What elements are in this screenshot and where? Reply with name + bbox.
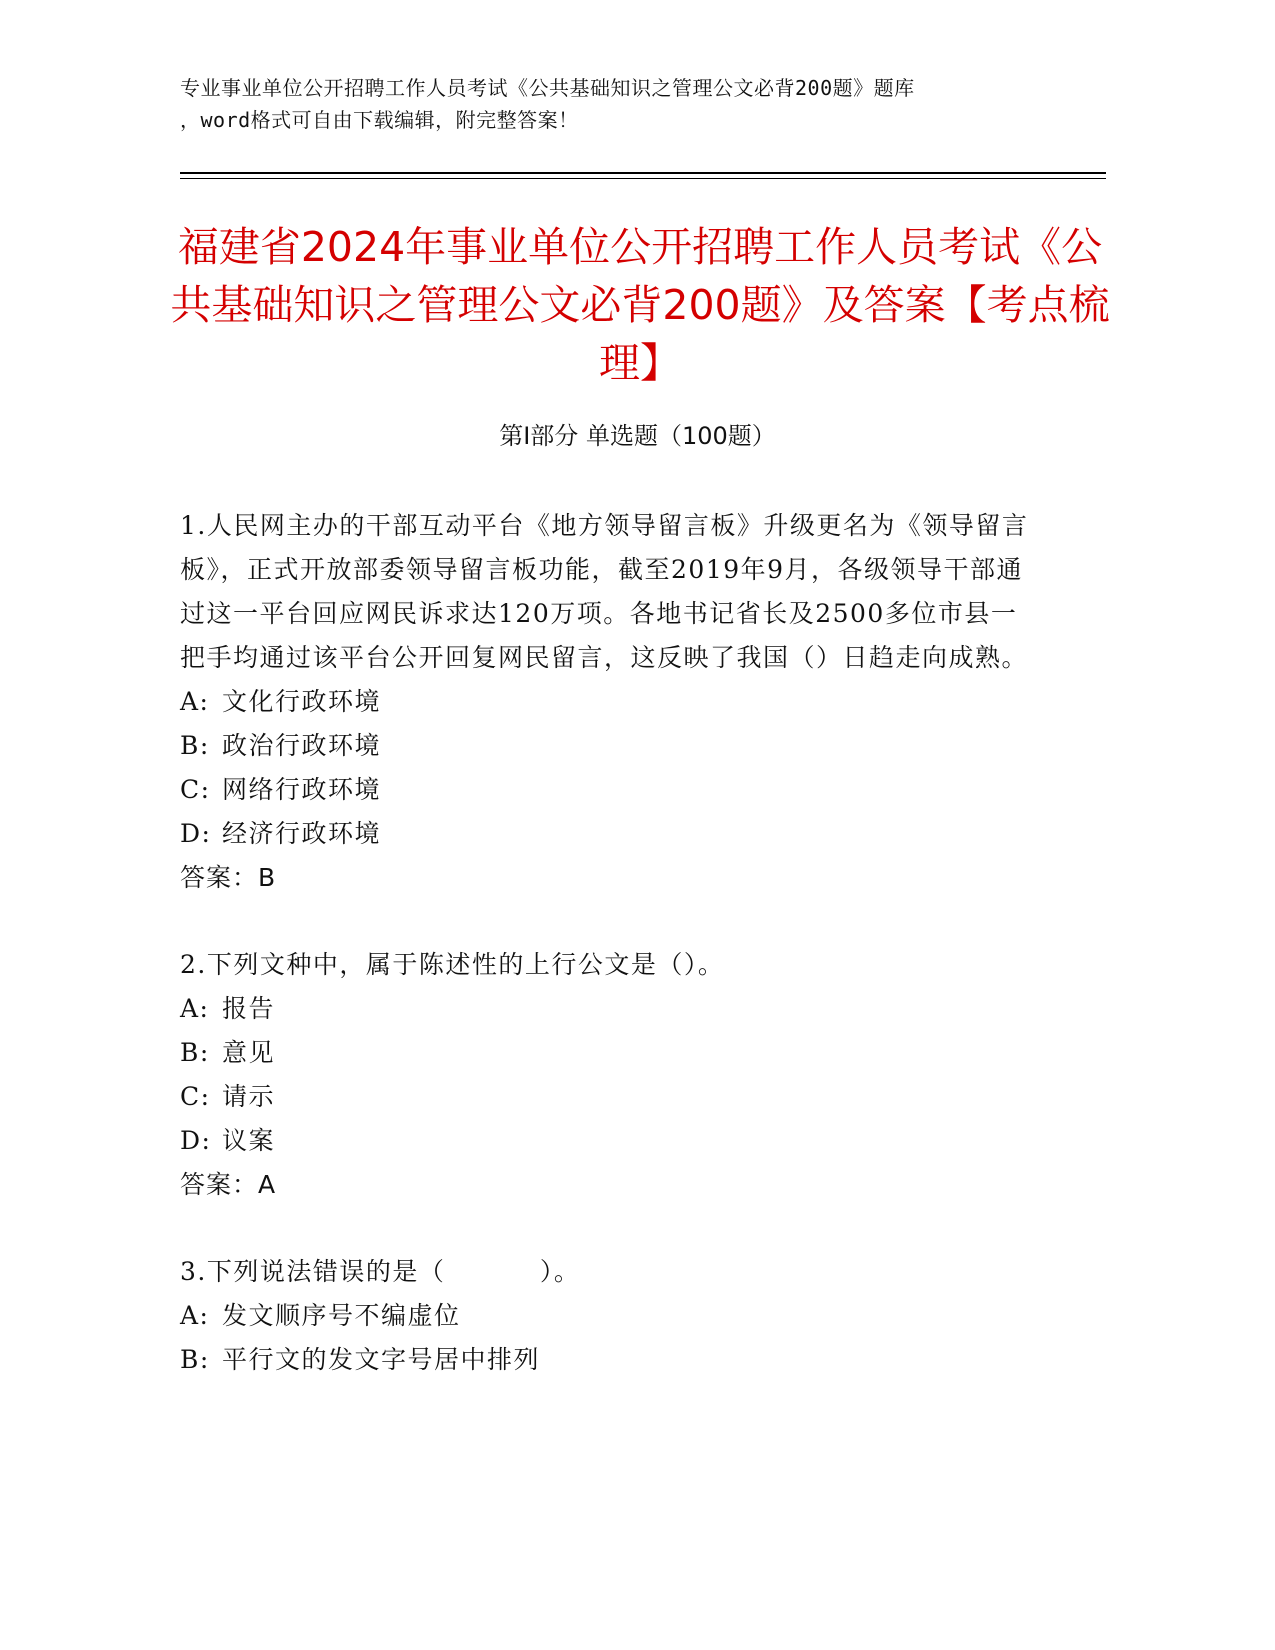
question-1 bbox=[180, 504, 1030, 900]
option-letter: D: bbox=[180, 1126, 212, 1155]
option-c bbox=[180, 1075, 1030, 1119]
question-stem: 2.下列文种中，属于陈述性的上行公文是（）。 bbox=[180, 950, 725, 979]
option-letter: B: bbox=[180, 1345, 210, 1374]
option-c bbox=[180, 768, 1030, 812]
option-text: 发文顺序号不编虚位 bbox=[222, 1301, 461, 1330]
option-text: 网络行政环境 bbox=[222, 775, 382, 804]
option-text: 请示 bbox=[222, 1082, 276, 1111]
question-3 bbox=[180, 1250, 1030, 1382]
header-line-2: ，word格式可自由下载编辑，附完整答案！ bbox=[180, 108, 579, 132]
option-letter: A: bbox=[180, 687, 210, 716]
option-text: 议案 bbox=[222, 1126, 276, 1155]
option-text: 意见 bbox=[222, 1038, 276, 1067]
option-letter: A: bbox=[180, 994, 210, 1023]
option-text: 平行文的发文字号居中排列 bbox=[222, 1345, 541, 1374]
answer: 答案：A bbox=[180, 1170, 277, 1199]
question-stem: 3.下列说法错误的是（ ）。 bbox=[180, 1257, 581, 1286]
option-a bbox=[180, 1294, 1030, 1338]
option-text: 经济行政环境 bbox=[222, 819, 382, 848]
option-letter: A: bbox=[180, 1301, 210, 1330]
option-a bbox=[180, 680, 1030, 724]
header-line-1: 专业事业单位公开招聘工作人员考试《公共基础知识之管理公文必背200题》题库 bbox=[180, 76, 915, 100]
page-header bbox=[180, 72, 1110, 136]
option-text: 报告 bbox=[222, 994, 276, 1023]
option-letter: D: bbox=[180, 819, 212, 848]
document-title: 福建省2024年事业单位公开招聘工作人员考试《公共基础知识之管理公文必背200题》及答案【考点梳理】 bbox=[170, 223, 1110, 387]
option-a bbox=[180, 987, 1030, 1031]
option-b bbox=[180, 724, 1030, 768]
header-rule-thick bbox=[180, 172, 1106, 174]
question-stem: 1.人民网主办的干部互动平台《地方领导留言板》升级更名为《领导留言板》，正式开放部委领导留言板功能，截至2019年9月，各级领导干部通过这一平台回应网民诉求达120万项。各地书记省长及2500多位市县一把手均通过该平台公开回复网民留言，这反映了我国（）日趋走向成熟。 bbox=[180, 511, 1029, 672]
option-letter: C: bbox=[180, 775, 211, 804]
option-letter: C: bbox=[180, 1082, 211, 1111]
option-text: 文化行政环境 bbox=[222, 687, 382, 716]
question-list bbox=[180, 504, 1030, 1425]
option-letter: B: bbox=[180, 731, 210, 760]
option-d bbox=[180, 812, 1030, 856]
section-heading: 第Ⅰ部分 单选题（100题） bbox=[499, 422, 776, 450]
question-2 bbox=[180, 943, 1030, 1207]
option-b bbox=[180, 1031, 1030, 1075]
option-d bbox=[180, 1119, 1030, 1163]
option-b bbox=[180, 1338, 1030, 1382]
option-text: 政治行政环境 bbox=[222, 731, 382, 760]
answer: 答案：B bbox=[180, 863, 277, 892]
option-letter: B: bbox=[180, 1038, 210, 1067]
header-rule-thin bbox=[180, 178, 1106, 179]
